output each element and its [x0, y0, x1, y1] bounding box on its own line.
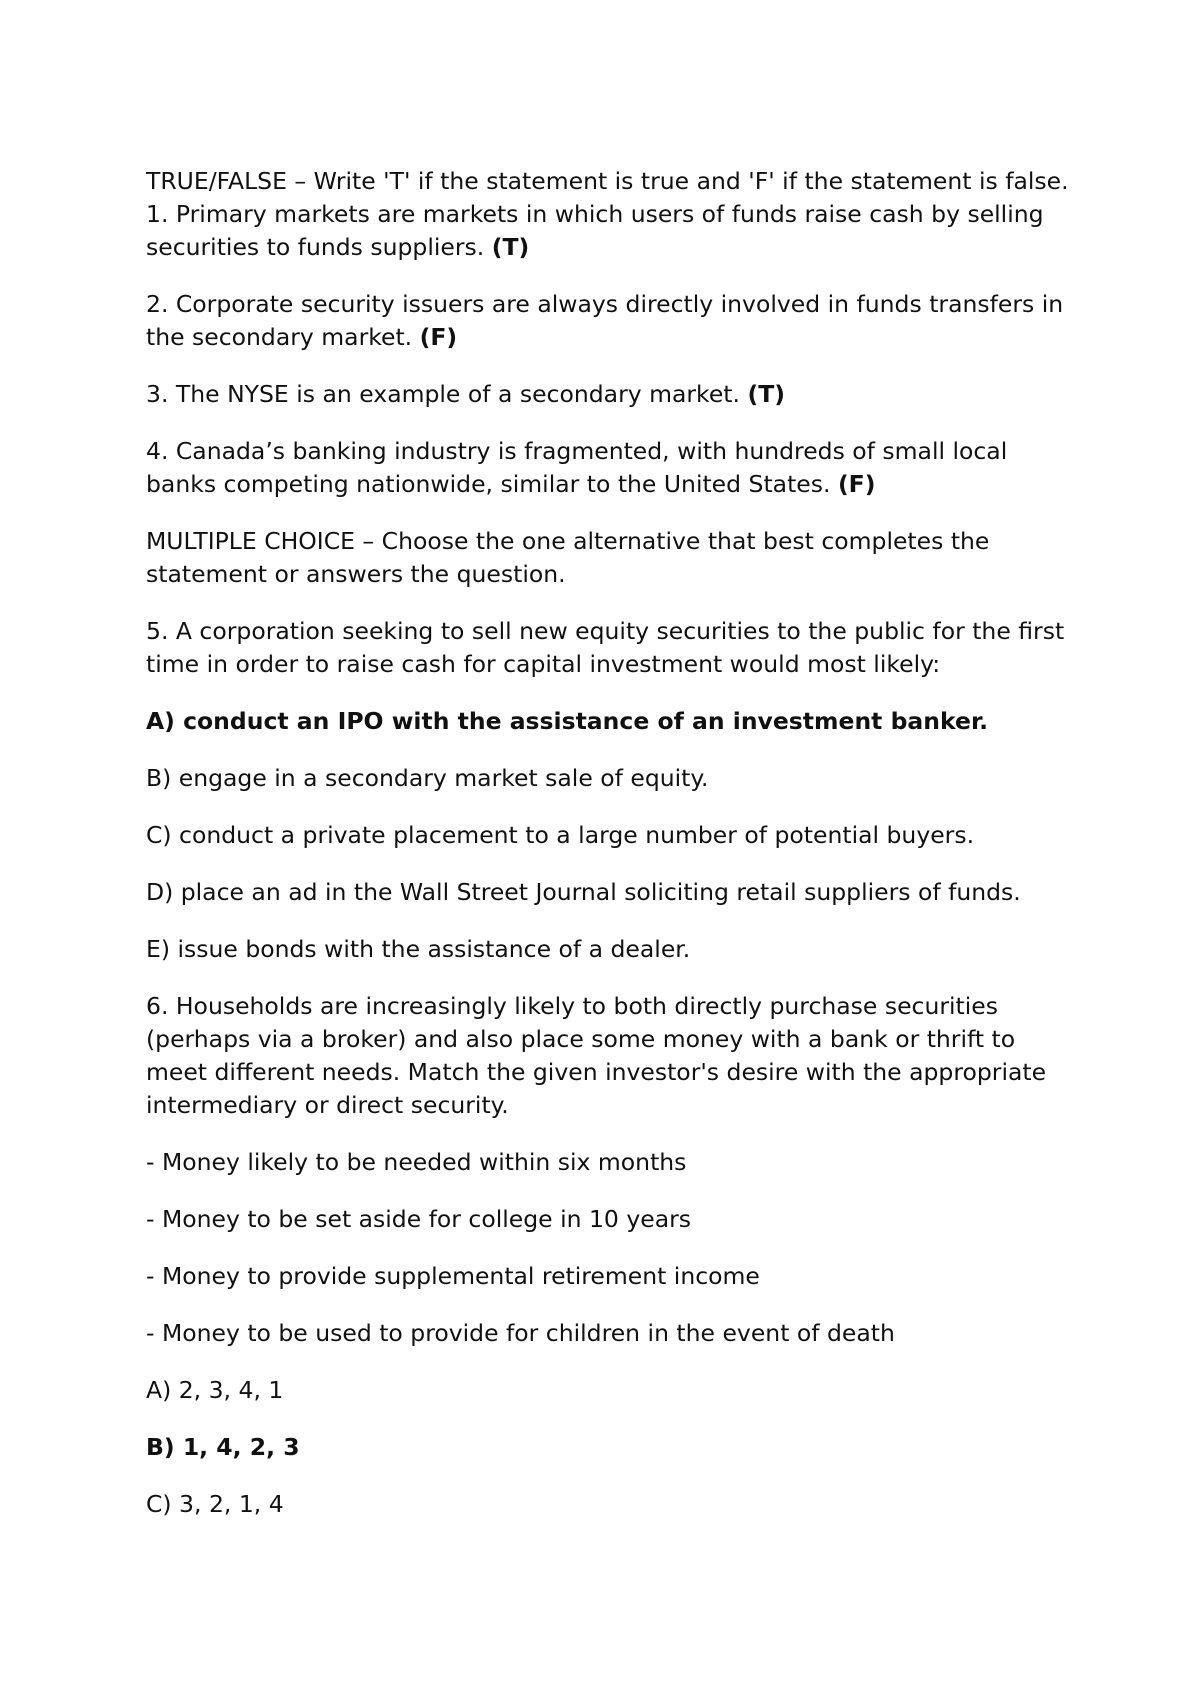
- q6-item-1: - Money likely to be needed within six months: [146, 1148, 687, 1176]
- document-page: [146, 165, 1076, 1545]
- q6-option-c: C) 3, 2, 1, 4: [146, 1490, 284, 1518]
- q6-item-4: - Money to be used to provide for children in the event of death: [146, 1319, 895, 1347]
- q5-option-d: D) place an ad in the Wall Street Journal soliciting retail suppliers of funds.: [146, 878, 1021, 906]
- q3-text: 3. The NYSE is an example of a secondary market.: [146, 380, 740, 408]
- q5-option-e: E) issue bonds with the assistance of a dealer.: [146, 935, 691, 963]
- q1-text: TRUE/FALSE – Write 'T' if the statement is true and 'F' if the statement is false. 1. Primary markets are markets in which users of funds raise cash by selling securities to funds suppliers.: [146, 167, 1069, 261]
- q5-option-b: B) engage in a secondary market sale of equity.: [146, 764, 709, 792]
- question-2: [146, 288, 1076, 354]
- question-6: 6. Households are increasingly likely to both directly purchase securities (perhaps via a broker) and also place some money with a bank or thrift to meet different needs. Match the given investor's desire with the appropriate intermediary or direct security.: [146, 992, 1047, 1119]
- question-5: 5. A corporation seeking to sell new equity securities to the public for the first time in order to raise cash for capital investment would most likely:: [146, 617, 1065, 678]
- q4-answer: (F): [837, 470, 876, 498]
- q1-answer: (T): [491, 233, 530, 261]
- question-3: [146, 378, 1076, 411]
- q3-answer: (T): [747, 380, 785, 408]
- true-false-intro-q1: [146, 165, 1076, 264]
- multiple-choice-intro: MULTIPLE CHOICE – Choose the one alternative that best completes the statement or answers the question.: [146, 527, 990, 588]
- question-4: [146, 435, 1076, 501]
- q6-item-2: - Money to be set aside for college in 10 years: [146, 1205, 692, 1233]
- q6-item-3: - Money to provide supplemental retirement income: [146, 1262, 760, 1290]
- q2-answer: (F): [419, 323, 458, 351]
- q6-option-b: B) 1, 4, 2, 3: [146, 1433, 300, 1461]
- q5-option-c: C) conduct a private placement to a large number of potential buyers.: [146, 821, 975, 849]
- q5-option-a: A) conduct an IPO with the assistance of an investment banker.: [146, 707, 989, 735]
- q4-text: 4. Canada’s banking industry is fragmented, with hundreds of small local banks competing nationwide, similar to the United States.: [146, 437, 1008, 498]
- q6-option-a: A) 2, 3, 4, 1: [146, 1376, 284, 1404]
- q2-text: 2. Corporate security issuers are always directly involved in funds transfers in the secondary market.: [146, 290, 1064, 351]
